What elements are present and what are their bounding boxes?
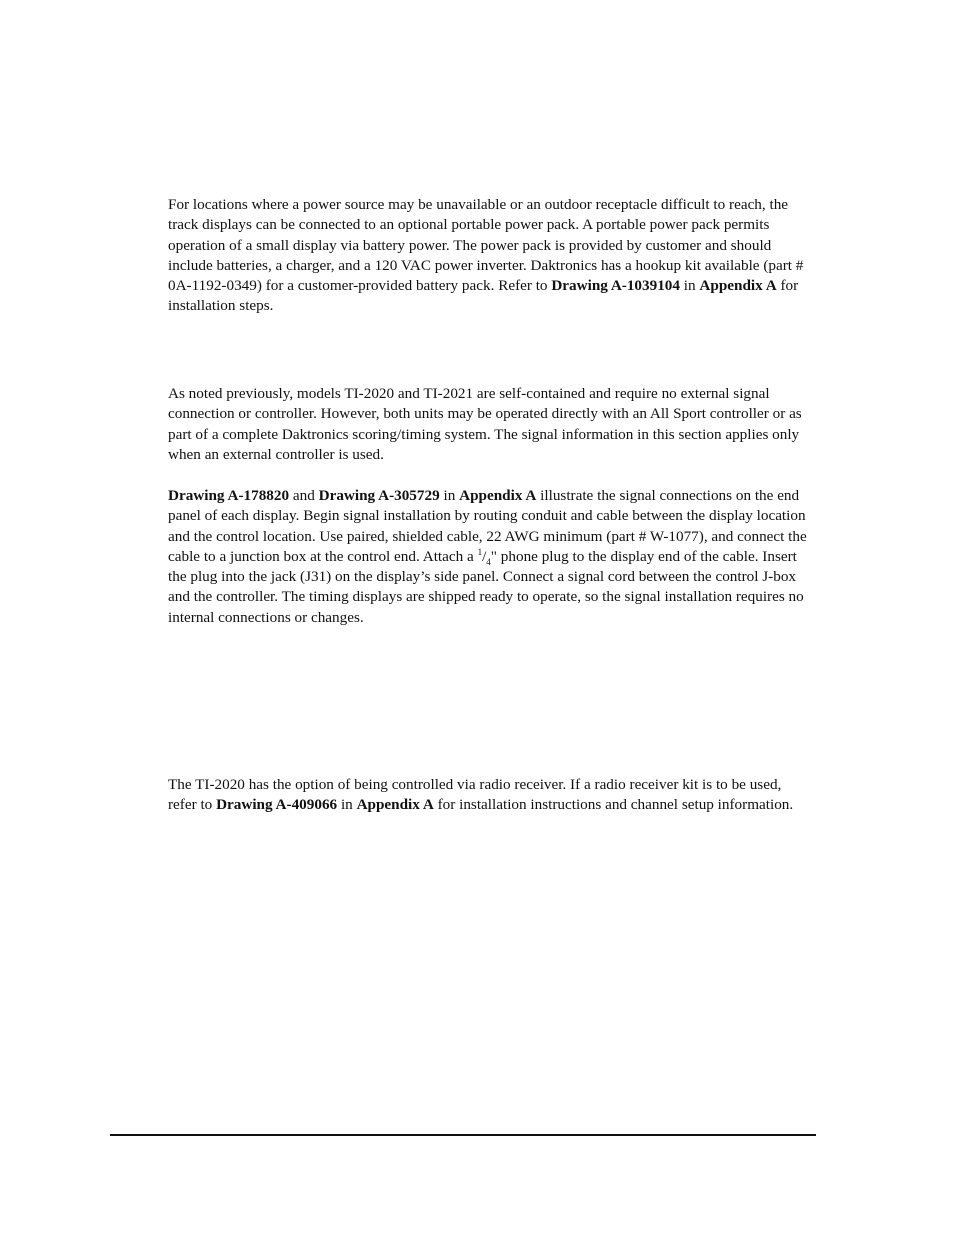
- fraction-denominator: 4: [486, 556, 491, 567]
- footer-rule: [110, 1134, 816, 1136]
- power-pack-paragraph: [168, 195, 808, 317]
- signal-install-text-end: " phone plug to the display end of the cable. Insert the plug into the jack (J31) on the display’s side panel. Connect a signal cord between the control J-box and the controller. The timing displays are shipped ready to operate, so the signal installation requires no internal connections or changes.: [168, 547, 804, 626]
- appendix-reference: Appendix A: [459, 487, 537, 504]
- radio-text-end: for installation instructions and channel setup information.: [433, 796, 794, 814]
- signal-install-text: illustrate the signal connections on the end panel of each display. Begin signal installation by routing conduit and cable between the display location and the control location. Use paired, shielded cable, 22 AWG minimum (part # W-1077), and connect the cable to a junction box at the control end. Attach a: [168, 487, 807, 565]
- fraction-numerator: 1: [477, 546, 483, 557]
- fraction-slash: /: [482, 547, 487, 565]
- power-pack-text: For locations where a power source may be unavailable or an outdoor receptacle difficult to reach, the track displays can be connected to an optional portable power pack. A portable power pack permits operation of a small display via battery power. The power pack is provided by customer and should include batteries, a charger, and a 120 VAC power inverter. Daktronics has a hookup kit available (part # 0A-1192-0349) for a customer-provided battery pack. Refer to: [168, 196, 804, 295]
- connector-text: and: [289, 487, 319, 504]
- radio-text: The TI-2020 has the option of being controlled via radio receiver. If a radio receiver kit is to be used, refer to: [168, 776, 782, 814]
- appendix-reference: Appendix A: [356, 796, 434, 814]
- drawing-reference: Drawing A-178820: [168, 487, 290, 504]
- connector-text: in: [680, 277, 700, 295]
- appendix-reference: Appendix A: [699, 277, 777, 295]
- signal-intro-paragraph: [168, 384, 808, 465]
- connector-text: in: [439, 487, 460, 504]
- power-pack-text-end: for installation steps.: [168, 277, 799, 315]
- signal-install-paragraph: [168, 486, 808, 628]
- connector-text: in: [337, 796, 357, 814]
- drawing-reference: Drawing A-305729: [318, 487, 440, 504]
- drawing-reference: Drawing A-409066: [216, 796, 338, 814]
- drawing-reference: Drawing A-1039104: [551, 277, 680, 295]
- signal-intro-text: As noted previously, models TI-2020 and TI-2021 are self-contained and require no external signal connection or controller. However, both units may be operated directly with an All Sport controller or as part of a complete Daktronics scoring/timing system. The signal information in this section applies only when an external controller is used.: [168, 385, 802, 463]
- radio-paragraph: [168, 775, 808, 816]
